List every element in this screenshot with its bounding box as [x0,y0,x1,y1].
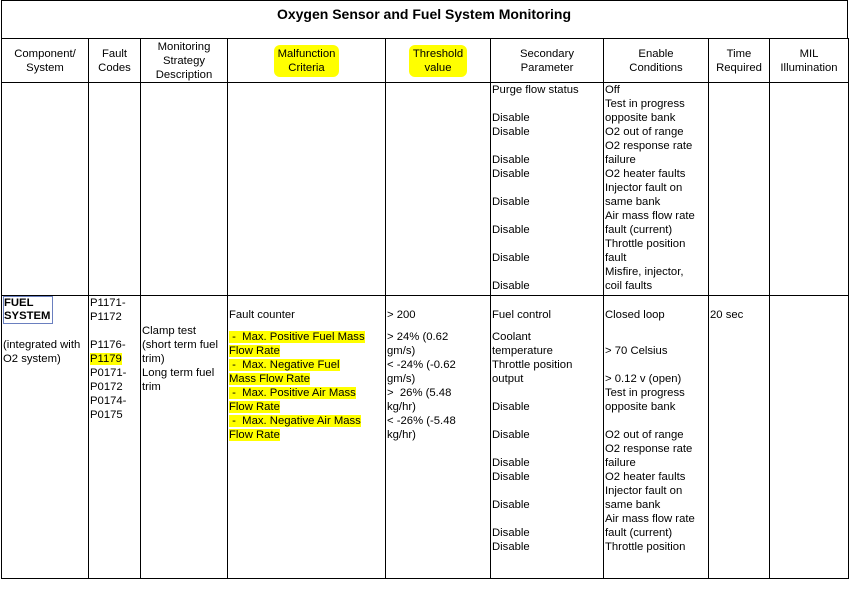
enable-value: opposite bank [605,401,676,413]
secondary-value: Coolant [492,331,531,343]
enable-value: Misfire, injector, [605,266,684,278]
table-row [2,83,849,296]
block2-time [709,296,770,579]
criteria-item: - Max. Negative Air Mass [229,415,361,427]
header-malfunction-criteria: Malfunction Criteria [228,39,386,83]
criteria-item: Mass Flow Rate [229,373,310,385]
header-component: Component/ System [2,39,89,83]
header-row [2,39,849,83]
threshold-value: > 24% (0.62 [387,331,449,343]
secondary-value: Disable [492,168,530,180]
threshold-value: kg/hr) [387,401,416,413]
criteria-item: Flow Rate [229,429,280,441]
secondary-value: Fuel control [492,309,552,321]
header-fault-codes: Fault Codes [89,39,141,83]
enable-value: failure [605,154,636,166]
secondary-value: Disable [492,154,530,166]
header-enable-conditions: Enable Conditions [604,39,709,83]
enable-value: Closed loop [605,309,665,321]
enable-value: > 0.12 v (open) [605,373,682,385]
secondary-value: Disable [492,112,530,124]
enable-value: O2 response rate [605,443,693,455]
secondary-value: Disable [492,224,530,236]
fault-code: P1179 [90,353,122,365]
criteria-item: - Max. Positive Air Mass [229,387,356,399]
strategy-text: trim) [142,353,165,365]
block2-strategy [141,296,228,579]
strategy-text: trim [142,381,161,393]
enable-value: Test in progress [605,387,685,399]
enable-value: same bank [605,196,661,208]
block2-mil [770,296,849,579]
secondary-value: Disable [492,252,530,264]
strategy-text: (short term fuel [142,339,218,351]
block1-enable [604,83,709,296]
block2-codes [89,296,141,579]
header-secondary-parameter: Secondary Parameter [491,39,604,83]
enable-value: O2 out of range [605,429,684,441]
block1-mil [770,83,849,296]
header-mil-illumination: MIL Illumination [770,39,849,83]
threshold-value: > 200 [387,309,416,321]
strategy-text: Long term fuel [142,367,215,379]
fault-code: P1172 [90,311,122,323]
enable-value: fault (current) [605,224,673,236]
time-value: 20 sec [710,309,744,321]
enable-value: O2 heater faults [605,471,686,483]
fault-code: P0175 [90,409,123,421]
enable-value: O2 out of range [605,126,684,138]
block1-codes [89,83,141,296]
fuel-system-label: FUEL SYSTEM [3,296,53,324]
strategy-text: Clamp test [142,325,196,337]
secondary-value: Disable [492,429,530,441]
enable-value: coil faults [605,280,653,292]
block1-component [2,83,89,296]
block2-threshold [386,296,491,579]
enable-value: failure [605,457,636,469]
block1-criteria [228,83,386,296]
secondary-value: Disable [492,280,530,292]
secondary-value: Disable [492,196,530,208]
fault-code: P1176- [90,339,126,351]
secondary-value: Disable [492,527,530,539]
secondary-value: Disable [492,541,530,553]
enable-value: Air mass flow rate [605,513,695,525]
enable-value: > 70 Celsius [605,345,668,357]
threshold-value: kg/hr) [387,429,416,441]
secondary-value: Purge flow status [492,84,579,96]
threshold-value: gm/s) [387,373,416,385]
enable-value: O2 heater faults [605,168,686,180]
threshold-value: < -24% (-0.62 [387,359,456,371]
header-strategy: Monitoring Strategy Description [141,39,228,83]
block2-criteria [228,296,386,579]
criteria-item: - Max. Positive Fuel Mass [229,331,365,343]
enable-value: opposite bank [605,112,676,124]
threshold-value: > 26% (5.48 [387,387,452,399]
table-row [2,296,849,579]
monitoring-table [1,38,849,579]
secondary-value: temperature [492,345,553,357]
secondary-value: Disable [492,471,530,483]
enable-value: Throttle position [605,541,686,553]
component-note: O2 system) [3,353,61,365]
criteria-item: Flow Rate [229,345,280,357]
page-title: Oxygen Sensor and Fuel System Monitoring [276,6,572,22]
threshold-value: gm/s) [387,345,416,357]
component-note: (integrated with [3,339,81,351]
enable-value: fault [605,252,627,264]
secondary-value: Throttle position [492,359,573,371]
secondary-value: output [492,373,524,385]
fault-code: P0171- [90,367,127,379]
block2-component [2,296,89,579]
frame-top-border [1,0,848,1]
criteria-item: - Max. Negative Fuel [229,359,340,371]
secondary-value: Disable [492,126,530,138]
enable-value: Test in progress [605,98,685,110]
header-threshold: Threshold value [386,39,491,83]
criteria-item: Flow Rate [229,401,280,413]
fault-counter-text: Fault counter [229,309,295,321]
fault-code: P0172 [90,381,123,393]
block2-secondary [491,296,604,579]
secondary-value: Disable [492,499,530,511]
header-time-required: Time Required [709,39,770,83]
enable-value: fault (current) [605,527,673,539]
fault-code: P1171- [90,297,126,309]
secondary-value: Disable [492,401,530,413]
enable-value: same bank [605,499,661,511]
enable-value: O2 response rate [605,140,693,152]
block1-time [709,83,770,296]
block2-enable [604,296,709,579]
enable-value: Air mass flow rate [605,210,695,222]
block1-threshold [386,83,491,296]
secondary-value: Disable [492,457,530,469]
block1-strategy [141,83,228,296]
fault-code: P0174- [90,395,127,407]
block1-secondary [491,83,604,296]
enable-value: Throttle position [605,238,686,250]
enable-value: Injector fault on [605,485,683,497]
enable-value: Off [605,84,620,96]
enable-value: Injector fault on [605,182,683,194]
threshold-value: < -26% (-5.48 [387,415,456,427]
